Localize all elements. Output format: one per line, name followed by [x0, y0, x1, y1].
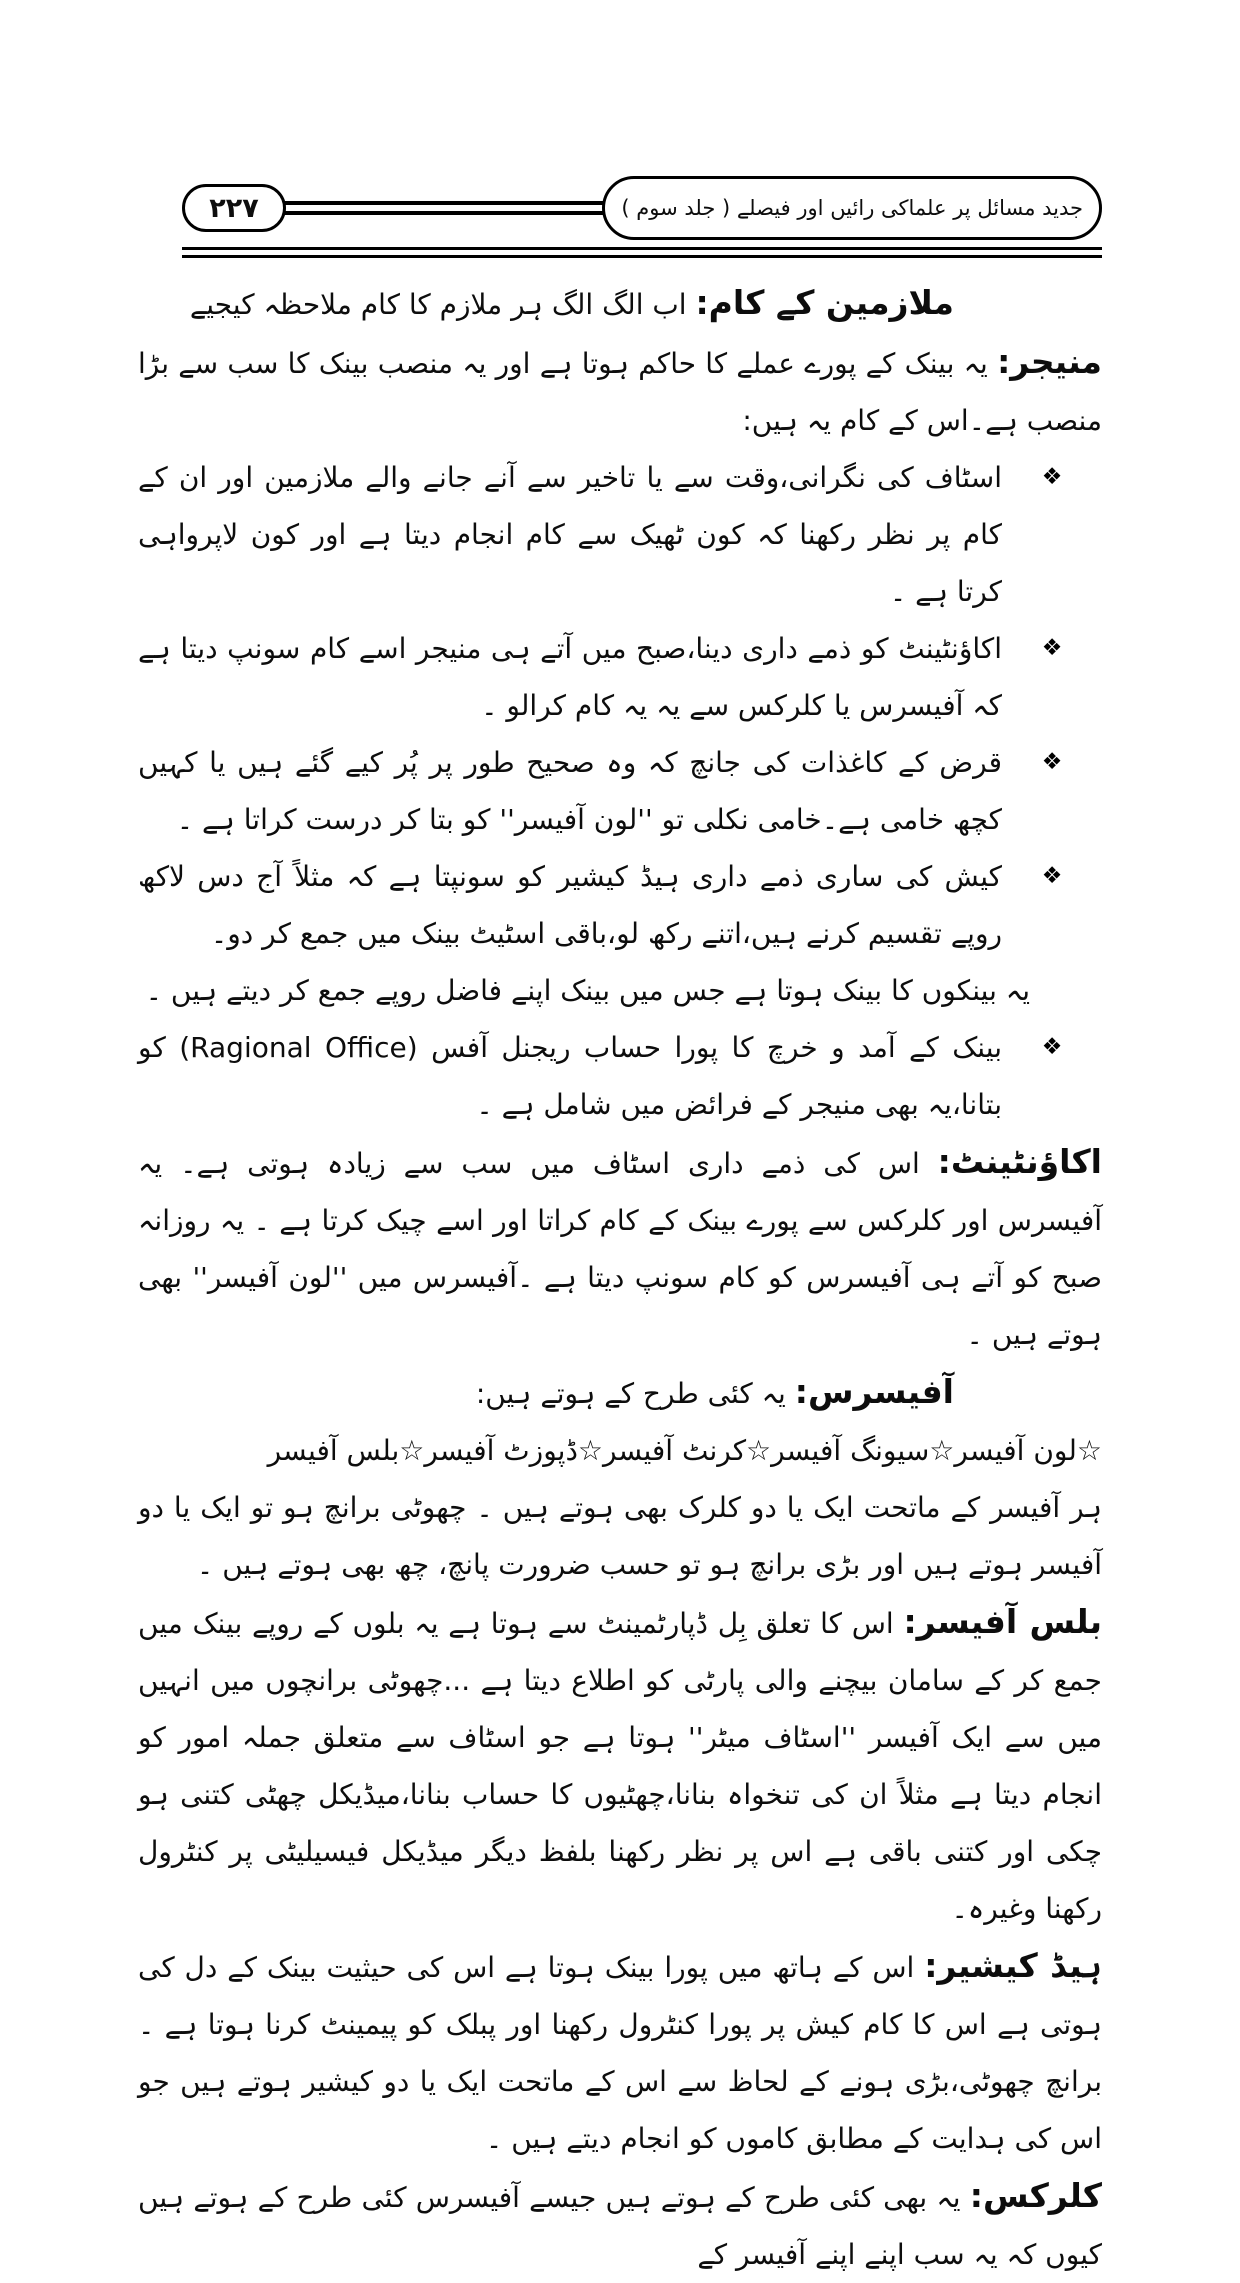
- head-cashier-text: اس کے ہاتھ میں پورا بینک ہوتا ہے اس کی حیثیت بینک کے دل کی ہوتی ہے اس کا کام کیش پر پورا کنٹرول رکھنا اور پبلک کو پیمینٹ کرنا ہوتا ہے ۔برانچ چھوٹی،بڑی ہونے کے لحاظ سے اس کے ماتحت ایک یا دو کیشیر ہوتے ہیں جو اس کی ہدایت کے مطابق کاموں کو انجام دیتے ہیں ۔: [138, 1951, 1102, 2155]
- bullet-item-regional-office: [138, 1019, 1102, 1133]
- page-header: [138, 176, 1102, 240]
- header-connector-rule: [282, 201, 606, 215]
- header-divider: [182, 247, 1102, 258]
- bullet-text: بینک کے آمد و خرچ کا پورا حساب ریجنل آفس (Ragional Office) کو بتانا،یہ بھی منیجر کے فرائض میں شامل ہے ۔: [138, 1031, 1003, 1121]
- diamond-bullet-icon: ❖: [1041, 749, 1063, 775]
- officers-tail: یہ کئی طرح کے ہوتے ہیں:: [475, 1377, 786, 1410]
- diamond-bullet-icon: ❖: [1041, 1034, 1063, 1060]
- paragraph-manager: [138, 333, 1102, 449]
- bullet-text: کیش کی ساری ذمے داری ہیڈ کیشیر کو سونپتا ہے کہ مثلاً آج دس لاکھ روپے تقسیم کرنے ہیں،اتنے رکھ لو،باقی اسٹیٹ بینک میں جمع کر دو۔: [138, 860, 1002, 950]
- book-title-badge: [602, 176, 1102, 240]
- diamond-bullet-icon: ❖: [1041, 464, 1063, 490]
- manager-label: منیجر:: [997, 342, 1102, 381]
- section-heading-employees-duties: [138, 274, 954, 333]
- bullet-item-loan-papers: [138, 734, 1102, 848]
- state-bank-note-line: یہ بینکوں کا بینک ہوتا ہے جس میں بینک اپنے فاضل روپے جمع کر دیتے ہیں ۔: [145, 974, 1030, 1007]
- officer-types-line: ☆لون آفیسر☆سیونگ آفیسر☆کرنٹ آفیسر☆ڈپوزٹ آفیسر☆بلس آفیسر: [267, 1434, 1102, 1467]
- manager-text: یہ بینک کے پورے عملے کا حاکم ہوتا ہے اور یہ منصب بینک کا سب سے بڑا منصب ہے۔اس کے کام یہ ہیں:: [138, 347, 1102, 437]
- page-number-badge: [182, 184, 286, 232]
- heading-employees-duties-label: ملازمین کے کام:: [695, 283, 954, 322]
- bullet-text: اکاؤنٹینٹ کو ذمے داری دینا،صبح میں آتے ہی منیجر اسے کام سونپ دیتا ہے کہ آفیسرس یا کلرکس سے یہ یہ کام کرالو ۔: [138, 632, 1002, 722]
- clerks-label: کلرکس:: [969, 2176, 1102, 2215]
- book-title: جدید مسائل پر علماکی رائیں اور فیصلے ( جلد سوم ): [621, 196, 1083, 220]
- bullet-item-cash-responsibility: [138, 848, 1102, 962]
- paragraph-accountant: [138, 1133, 1102, 1363]
- diamond-bullet-icon: ❖: [1041, 635, 1063, 661]
- bullet-item-staff-supervision: [138, 449, 1102, 620]
- diamond-bullet-icon: ❖: [1041, 863, 1063, 889]
- bullet-item-accountant-duty: [138, 620, 1102, 734]
- heading-employees-duties-tail: اب الگ الگ ہر ملازم کا کام ملاحظہ کیجیے: [189, 288, 687, 321]
- officers-label: آفیسرس:: [794, 1372, 954, 1411]
- paragraph-clerks: [138, 2167, 1102, 2283]
- bills-officer-label: بلس آفیسر:: [903, 1602, 1103, 1641]
- paragraph-officers-note: ہر آفیسر کے ماتحت ایک یا دو کلرک بھی ہوتے ہیں ۔ چھوٹی برانچ ہو تو ایک یا دو آفیسر ہوتے ہیں اور بڑی برانچ ہو تو حسب ضرورت پانچ، چھ بھی ہوتے ہیں ۔: [138, 1491, 1102, 1581]
- paragraph-head-cashier: [138, 1937, 1102, 2167]
- clerks-text: یہ بھی کئی طرح کے ہوتے ہیں جیسے آفیسرس کئی طرح کے ہوتے ہیں کیوں کہ یہ سب اپنے اپنے آفیسر کے: [138, 2181, 1102, 2271]
- head-cashier-label: ہیڈ کیشیر:: [924, 1946, 1102, 1985]
- accountant-text: اس کی ذمے داری اسٹاف میں سب سے زیادہ ہوتی ہے۔ یہ آفیسرس اور کلرکس سے پورے بینک کے کام کراتا اور اسے چیک کرتا ہے ۔ یہ روزانہ صبح کو آتے ہی آفیسرس کو کام سونپ دیتا ہے ۔آفیسرس میں ''لون آفیسر'' بھی ہوتے ہیں ۔: [138, 1147, 1102, 1351]
- paragraph-bills-officer: [138, 1593, 1102, 1937]
- bullet-text: قرض کے کاغذات کی جانچ کہ وہ صحیح طور پر پُر کیے گئے ہیں یا کہیں کچھ خامی ہے۔خامی نکلی تو ''لون آفیسر'' کو بتا کر درست کراتا ہے ۔: [138, 746, 1002, 836]
- bills-officer-text: اس کا تعلق بِل ڈپارٹمینٹ سے ہوتا ہے یہ بلوں کے روپے بینک میں جمع کر کے سامان بیچنے والی پارٹی کو اطلاع دیتا ہے ...چھوٹی برانچوں میں انہیں میں سے ایک آفیسر ''اسٹاف میٹر'' ہوتا ہے جو اسٹاف سے متعلق جملہ امور کو انجام دیتا ہے مثلاً ان کی تنخواہ بنانا،چھٹیوں کا حساب بنانا،میڈیکل چھٹی کتنی ہو چکی اور کتنی باقی ہے اس پر نظر رکھنا بلفظ دیگر میڈیکل فیسیلیٹی پر کنٹرول رکھنا وغیرہ۔: [138, 1607, 1102, 1925]
- section-heading-officers: [138, 1363, 954, 1422]
- page-number: ۲۲۷: [209, 192, 259, 224]
- page-content: [138, 274, 1102, 2283]
- bullet-text: اسٹاف کی نگرانی،وقت سے یا تاخیر سے آنے جانے والے ملازمین اور ان کے کام پر نظر رکھنا کہ کون ٹھیک سے کام انجام دیتا ہے اور کون لاپرواہی کرتا ہے ۔: [138, 461, 1002, 608]
- accountant-label: اکاؤنٹینٹ:: [937, 1142, 1102, 1181]
